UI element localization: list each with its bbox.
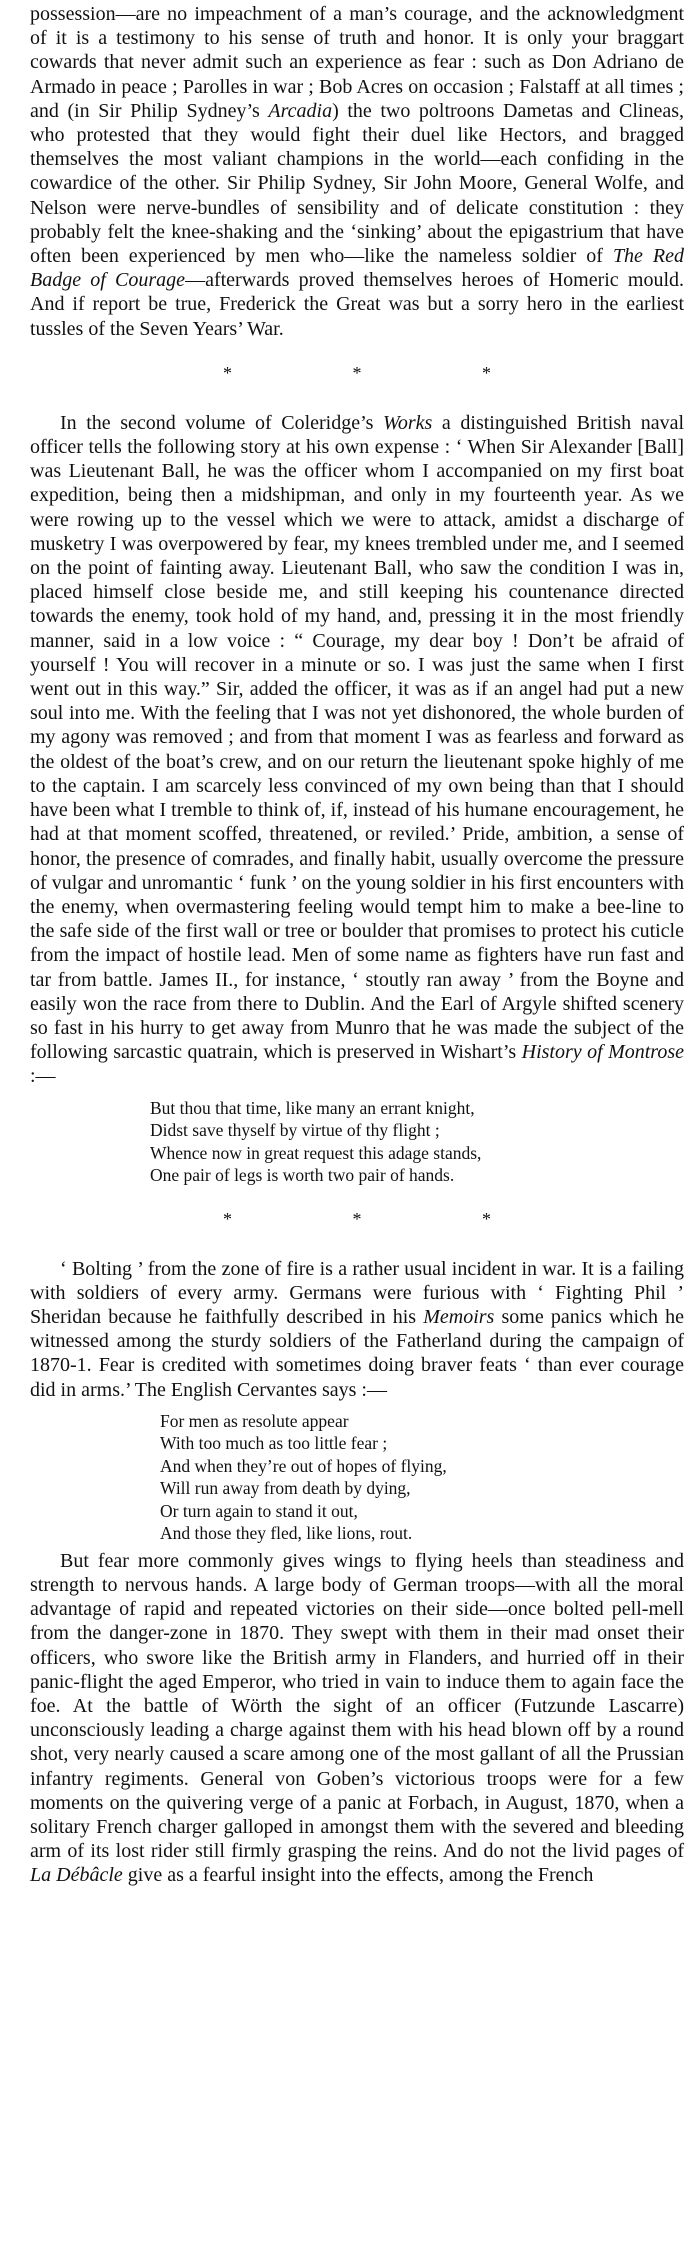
para1-title-arcadia: Arcadia bbox=[268, 99, 333, 122]
paragraph-bolting bbox=[30, 1257, 684, 1402]
paragraph-courage-and-fear bbox=[30, 2, 684, 341]
para4-text-2: give as a fearful insight into the effects, among the French bbox=[122, 1864, 594, 1887]
section-separator-1: * * * bbox=[223, 362, 549, 383]
verse2-line: Will run away from death by dying, bbox=[160, 1478, 411, 1499]
para2-text-2: a distinguished British naval officer tells the following story at his own expense : ‘ When Sir Alexander [Ball] was Lieutenant Ball, he was the officer whom I accompanied on my first boat expedition, being then a midshipman, and only in my fourteenth year. As we were rowing up to the vessel which we were to attack, amidst a discharge of musketry I was overpowered by fear, my knees trembled under me, and I seemed on the point of fainting away. Lieutenant Ball, who saw the condition I was in, placed himself close beside me, and still keeping his countenance directed towards the enemy, took hold of my hand, and, pressing it in the most friendly manner, said in a low voice : “ Courage, my dear boy ! Don’t be afraid of yourself ! You will recover in a minute or so. I was just the same when I first went out in this way.” Sir, added the officer, it was as if an angel had put a new soul into me. With the feeling that I was not yet dishonored, the whole burden of my agony was removed ; and from that moment I was as fearless and forward as the oldest of the boat’s crew, and on our return the lieutenant spoke highly of me to the captain. I am scarcely less convinced of my own being than that I should have been what I tremble to think of, if, instead of his humane encouragement, he had at that moment scoffed, threatened, or reviled.’ Pride, ambition, a sense of honor, the presence of comrades, and finally habit, usually overcome the pressure of vulgar and unromantic ‘ funk ’ on the young soldier in his first encounters with the enemy, when overmastering feeling would tempt him to make a bee-line to the safe side of the first wall or tree or boulder that promises to protect his cuticle from the impact of hostile lead. Men of some name as fighters have run fast and tar from battle. James II., for instance, ‘ stoutly ran away ’ from the Boyne and easily won the race from there to Dublin. And the Earl of Argyle shifted scenery so fast in his hurry to get away from Munro that he was made the subject of the following sarcastic quatrain, which is preserved in Wishart’s bbox=[30, 411, 685, 1064]
verse2-line: Or turn again to stand it out, bbox=[160, 1500, 358, 1521]
verse2-line: And when they’re out of hopes of flying, bbox=[160, 1455, 447, 1476]
para4-title-la-debacle: La Débâcle bbox=[30, 1864, 123, 1887]
para2-text-3: :— bbox=[30, 1065, 56, 1088]
verse2-line: With too much as too little fear ; bbox=[160, 1433, 388, 1454]
verse1-line: Whence now in great request this adage stands, bbox=[150, 1142, 482, 1163]
verse1-line: Didst save thyself by virtue of thy flight ; bbox=[150, 1120, 440, 1141]
para3-text-1: ‘ Bolting ’ from the zone of fire is a rather usual incident in war. It is a failing with soldiers of every army. Germans were furious with ‘ Fighting Phil ’ Sheridan because he faithfully described in his bbox=[30, 1257, 684, 1328]
paragraph-fear-wings bbox=[30, 1549, 684, 1888]
para4-text-1: But fear more commonly gives wings to flying heels than steadiness and strength to nervous hands. A large body of German troops—with all the moral advantage of rapid and repeated victories on their side—once bolted pell-mell from the danger-zone in 1870. They swept with them in their mad onset their officers, who swore like the British army in Flanders, and hurried off in their panic-flight the aged Emperor, who tried in vain to induce them to again face the foe. At the battle of Wörth the sight of an officer (Futzunde Lascarre) unconsciously leading a charge against them with his head blown off by a round shot, very nearly caused a scare among one of the most gallant of all the Prussian infantry regiments. General von Goben’s victorious troops were for a few moments on the quivering verge of a panic at Forbach, in August, 1870, when a solitary French charger galloped in amongst them with the severed and bleeding arm of its lost rider still firmly grasping the reins. And do not the livid pages of bbox=[30, 1549, 684, 1863]
para2-text-1: In the second volume of Coleridge’s bbox=[60, 411, 384, 434]
verse1-line: One pair of legs is worth two pair of hands. bbox=[150, 1165, 455, 1186]
para2-title-history-of-montrose: History of Montrose bbox=[521, 1041, 684, 1064]
section-separator-2: * * * bbox=[223, 1208, 549, 1229]
para3-text-2: some panics which he witnessed among the sturdy soldiers of the Fatherland during the campaign of 1870-1. Fear is credited with sometimes doing braver feats ‘ than ever courage did in arms.’ The English Cervantes says :— bbox=[30, 1305, 684, 1401]
verse2-line: For men as resolute appear bbox=[160, 1410, 349, 1431]
verse1-line: But thou that time, like many an errant knight, bbox=[150, 1097, 475, 1118]
para2-title-works: Works bbox=[383, 411, 433, 434]
para3-title-memoirs: Memoirs bbox=[423, 1305, 495, 1328]
para1-text-2: ) the two poltroons Dametas and Clineas, who protested that they would fight their duel like Hectors, and bragged themselves the most valiant champions in the world—each confiding in the cowardice of the other. Sir Philip Sydney, Sir John Moore, General Wolfe, and Nelson were nerve-bundles of sensibility and of delicate constitution : they probably felt the knee-shaking and the ‘sinking’ about the epigastrium that have often been experienced by men who—like the nameless soldier of bbox=[30, 99, 684, 268]
paragraph-coleridge-anecdote bbox=[30, 411, 684, 1089]
quatrain-verse bbox=[150, 1097, 684, 1187]
para1-text-1: possession—are no impeachment of a man’s courage, and the acknowledgment of it is a testimony to his sense of truth and honor. It is only your braggart cowards that never admit such an experience as fear : such as Don Adriano de Armado in peace ; Parolles in war ; Bob Acres on occasion ; Falstaff at all times ; and (in Sir Philip Sydney’s bbox=[30, 3, 684, 122]
cervantes-verse bbox=[160, 1410, 684, 1545]
para1-title-red-badge: The Red Badge of Courage bbox=[30, 245, 685, 292]
para1-text-3: —afterwards proved themselves heroes of Homeric mould. And if report be true, Frederick the Great was but a sorry hero in the earliest tussles of the Seven Years’ War. bbox=[30, 269, 684, 340]
verse2-line: And those they fled, like lions, rout. bbox=[160, 1523, 413, 1544]
